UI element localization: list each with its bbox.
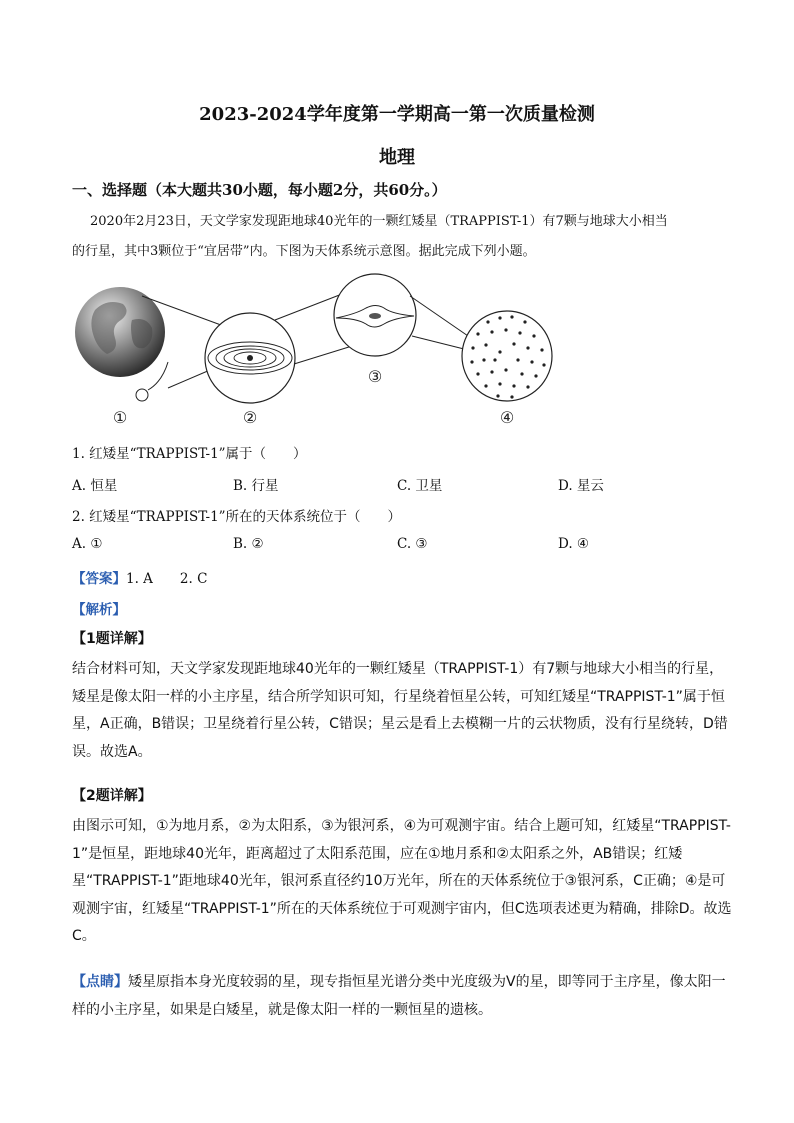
detail-1-heading: 【1题详解】 [72,631,152,647]
q2-option-d[interactable]: D. ④ [558,536,590,552]
detail-2-text: 由图示可知，①为地月系，②为太阳系，③为银河系，④为可观测宇宙。结合上题可知，红矮星“TRAPPIST-1”是恒星，距地球40光年，距离超过了太阳系范围，应在①地月系和②太阳系之外，AB错误；红矮星“TRAPPIST-1”距地球40光年，银河系直径约10万光年，所在的天体系统位于③银河系，C正确；④是可观测宇宙，红矮星“TRAPPIST-1”所在的天体系统位于可观测宇宙内，但C选项表述更为精确，排除D。故选C。 [72,818,732,944]
answer-tag: 【答案】 [72,571,126,587]
q1-option-a[interactable]: A. 恒星 [72,478,118,494]
question-1-stem: 1. 红矮星“TRAPPIST-1”属于（ ） [72,446,307,462]
answer-text: 1. A 2. C [126,571,208,587]
figure-label-3: ③ [367,367,383,386]
question-2-stem: 2. 红矮星“TRAPPIST-1”所在的天体系统位于（ ） [72,509,402,525]
solar-system-diagram [205,313,295,403]
subject-title: 地理 [379,147,415,168]
q1-option-c[interactable]: C. 卫星 [397,478,443,494]
intro-line-2: 的行星，其中3颗位于“宜居带”内。下图为天体系统示意图。据此完成下列小题。 [72,244,536,259]
answer-line [72,567,207,587]
detail-2-heading: 【2题详解】 [72,788,152,804]
figure-label-4: ④ [499,408,515,427]
tips-text: 矮星原指本身光度较弱的星，现专指恒星光谱分类中光度级为V的星，即等同于主序星，像太阳一样的小主序星，如果是白矮星，就是像太阳一样的一颗恒星的遗核。 [72,974,726,1018]
exam-title: 2023-2024学年度第一学期高一第一次质量检测 [199,104,595,125]
celestial-system-figure [70,270,560,435]
moon-icon [136,389,148,401]
q2-option-a[interactable]: A. ① [72,536,103,552]
analysis-tag: 【解析】 [72,602,126,618]
q2-option-c[interactable]: C. ③ [397,536,428,552]
observable-universe-diagram [462,311,552,401]
detail-1-text: 结合材料可知，天文学家发现距地球40光年的一颗红矮星（TRAPPIST-1）有7颗与地球大小相当的行星，矮星是像太阳一样的小主序星，结合所学知识可知，行星绕着恒星公转，可知红矮星“TRAPPIST-1”属于恒星，A正确，B错误；卫星绕着行星公转，C错误；星云是看上去模糊一片的云状物质，没有行星绕转，D错误。故选A。 [72,661,728,760]
figure-label-1: ① [112,408,128,427]
galaxy-diagram [334,274,416,356]
figure-label-2: ② [242,408,258,427]
intro-line-1: 2020年2月23日，天文学家发现距地球40光年的一颗红矮星（TRAPPIST-1）有7颗与地球大小相当 [90,214,668,229]
section-heading: 一、选择题（本大题共30小题，每小题2分，共60分。） [72,181,447,199]
q2-option-b[interactable]: B. ② [233,536,264,552]
q1-option-d[interactable]: D. 星云 [558,478,604,494]
q1-option-b[interactable]: B. 行星 [233,478,279,494]
tips-paragraph [72,969,732,1024]
tips-tag: 【点睛】 [72,974,128,990]
earth-globe-icon [75,287,165,377]
